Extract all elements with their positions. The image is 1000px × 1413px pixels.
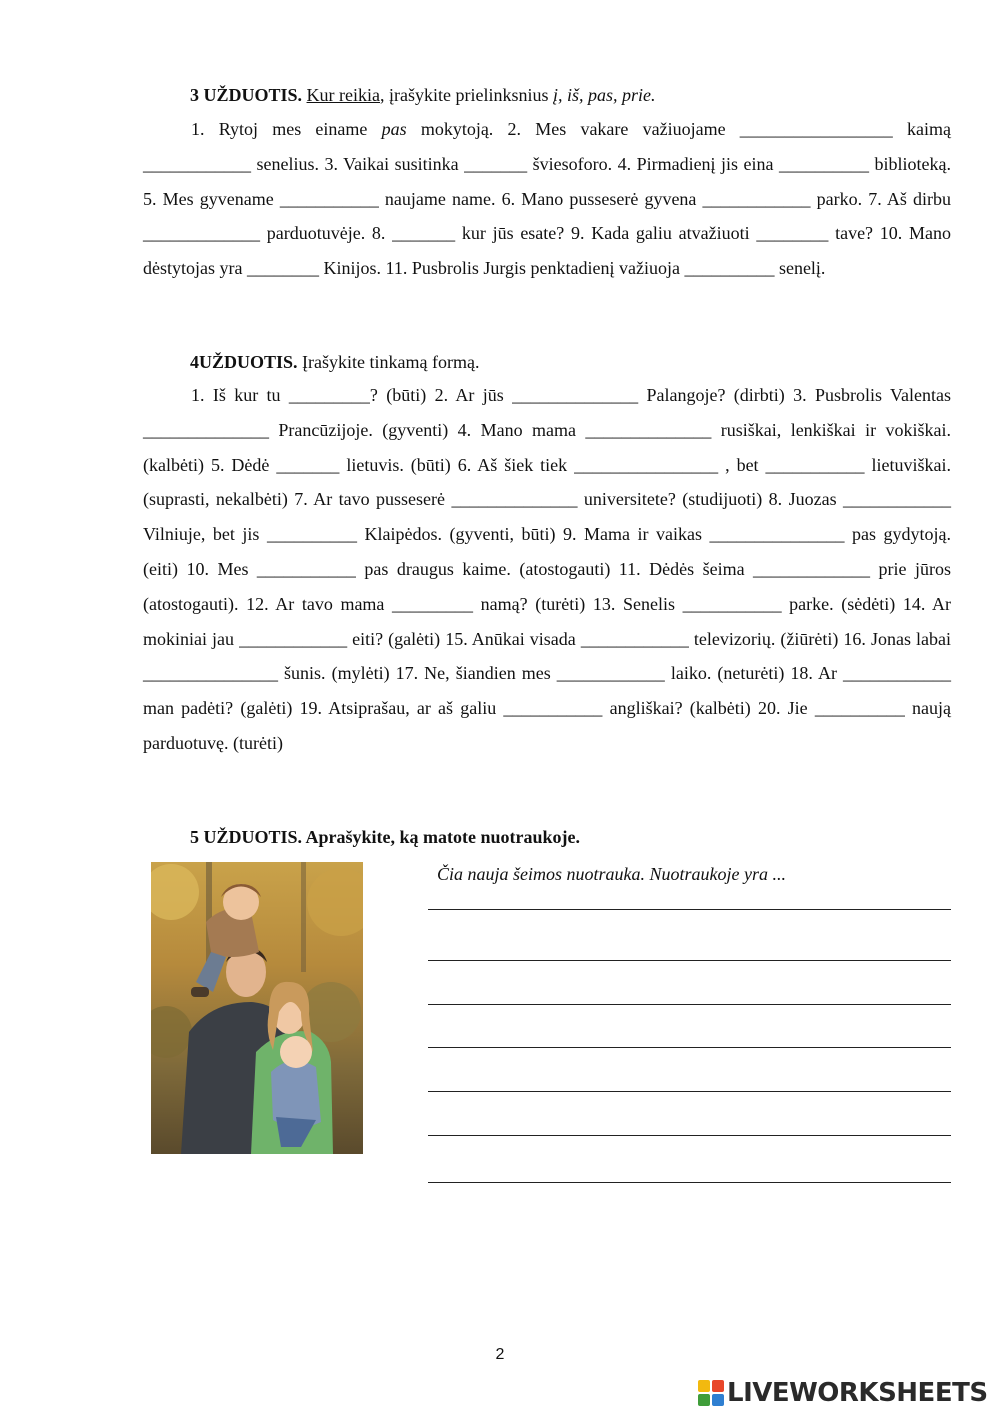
task3-exercise-text	[143, 112, 951, 286]
family-photo	[151, 862, 363, 1154]
answer-line[interactable]	[428, 909, 951, 910]
logo-square-4	[712, 1394, 724, 1406]
task3-text-start: 1. Rytoj mes einame	[191, 119, 382, 139]
liveworksheets-brand	[698, 1378, 988, 1408]
liveworksheets-wordmark: LIVEWORKSHEETS	[727, 1378, 988, 1408]
page-number: 2	[495, 1346, 505, 1363]
task4-heading	[190, 350, 479, 374]
answer-line[interactable]	[428, 1047, 951, 1048]
family-photo-image	[151, 862, 363, 1154]
logo-square-1	[698, 1380, 710, 1392]
task4-heading-instruction: Įrašykite tinkamą formą.	[297, 352, 480, 372]
answer-line[interactable]	[428, 960, 951, 961]
logo-square-2	[712, 1380, 724, 1392]
answer-line[interactable]	[428, 1182, 951, 1183]
logo-square-3	[698, 1394, 710, 1406]
task3-heading-underlined: Kur reikia	[306, 85, 380, 105]
task3-heading-instruction: , įrašykite prielinksnius	[380, 85, 553, 105]
task3-heading-label: 3 UŽDUOTIS.	[190, 85, 303, 105]
task5-heading: 5 UŽDUOTIS. Aprašykite, ką matote nuotraukoje.	[190, 827, 581, 847]
answer-line[interactable]	[428, 1135, 951, 1136]
answer-line[interactable]	[428, 1091, 951, 1092]
liveworksheets-logo-icon	[698, 1380, 724, 1406]
answer-line[interactable]	[428, 1004, 951, 1005]
task4-heading-label: 4UŽDUOTIS.	[190, 352, 298, 372]
task3-heading	[190, 83, 656, 107]
photo-description-prompt: Čia nauja šeimos nuotrauka. Nuotraukoje yra ...	[437, 864, 786, 884]
task3-heading-prepositions: į, iš, pas, prie.	[552, 85, 656, 105]
task3-text-rest: mokytoją. 2. Mes vakare važiuojame _________________ kaimą ____________ senelius. 3. Vaikai susitinka _______ šviesoforo. 4. Pirmadienį jis eina __________ biblioteką. 5. Mes gyvename ___________ naujame name. 6. Mano pusseserė gyvena ____________ parko. 7. Aš dirbu _____________ parduotuvėje. 8. _______ kur jūs esate? 9. Kada galiu atvažiuoti ________ tave? 10. Mano dėstytojas yra ________ Kinijos. 11. Pusbrolis Jurgis penktadienį važiuoja __________ senelį.	[143, 119, 951, 279]
task3-example-word: pas	[381, 119, 407, 139]
task4-exercise-text: 1. Iš kur tu _________? (būti) 2. Ar jūs ______________ Palangoje? (dirbti) 3. Pusbrolis Valentas ______________ Prancūzijoje. (gyventi) 4. Mano mama ______________ rusiškai, lenkiškai ir vokiškai. (kalbėti) 5. Dėdė _______ lietuvis. (būti) 6. Aš šiek tiek ________________ , bet ___________ lietuviškai. (suprasti, nekalbėti) 7. Ar tavo pusseserė ______________ universitete? (studijuoti) 8. Juozas ____________ Vilniuje, bet jis __________ Klaipėdos. (gyventi, būti) 9. Mama ir vaikas _______________ pas gydytoją. (eiti) 10. Mes ___________ pas draugus kaime. (atostogauti) 11. Dėdės šeima _____________ prie jūros (atostogauti). 12. Ar tavo mama _________ namą? (turėti) 13. Senelis ___________ parke. (sėdėti) 14. Ar mokiniai jau ____________ eiti? (galėti) 15. Anūkai visada ____________ televizorių. (žiūrėti) 16. Jonas labai _______________ šunis. (mylėti) 17. Ne, šiandien mes ____________ laiko. (neturėti) 18. Ar ____________ man padėti? (galėti) 19. Atsiprašau, ar aš galiu ___________ angliškai? (kalbėti) 20. Jie __________ naują parduotuvę. (turėti)	[143, 385, 951, 753]
